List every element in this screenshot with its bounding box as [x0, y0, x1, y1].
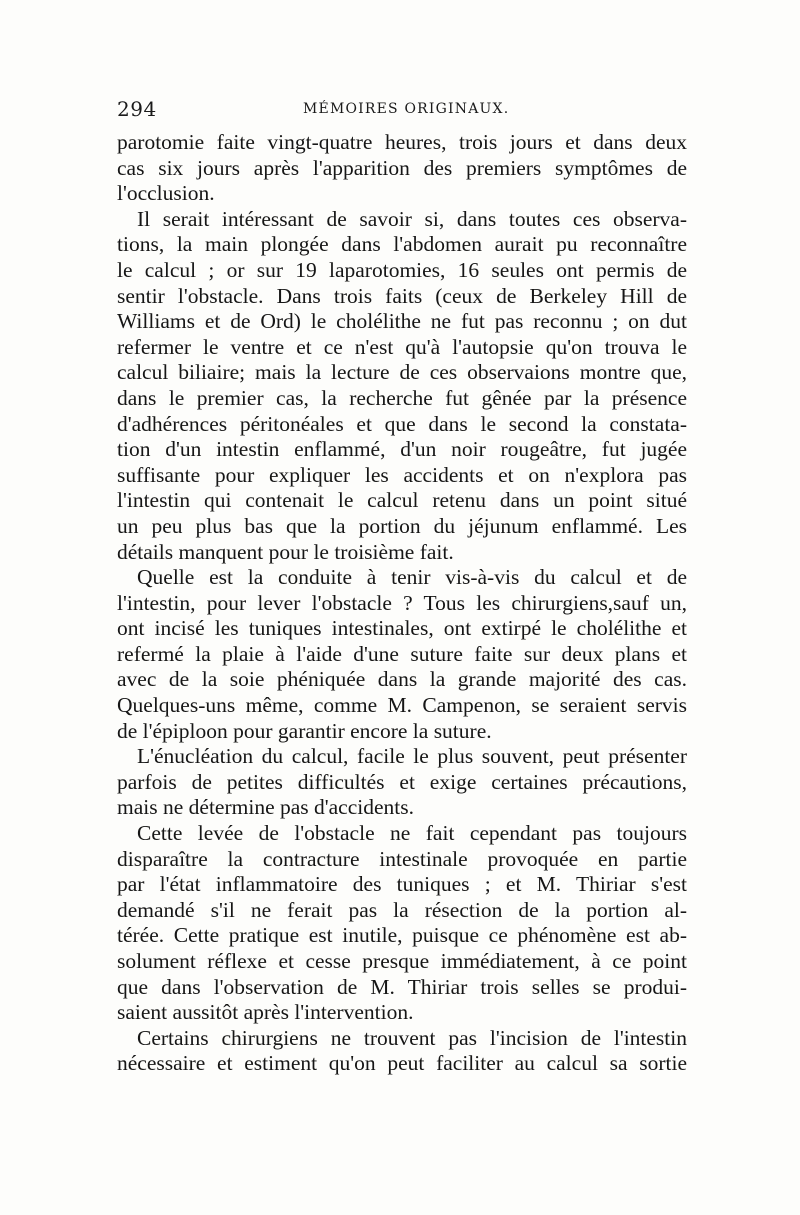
text-line: Williams et de Ord) le cholélithe ne fut pas reconnu ; on dut	[117, 309, 687, 334]
text-line: Quelle est la conduite à tenir vis-à-vis du calcul et de	[137, 565, 687, 590]
text-line: cas six jours après l'apparition des premiers symptômes de	[117, 155, 687, 180]
running-title: MÉMOIRES ORIGINAUX.	[303, 101, 510, 117]
text-line: demandé s'il ne ferait pas la résection de la portion al-	[117, 897, 687, 922]
text-line: par l'état inflammatoire des tuniques ; et M. Thiriar s'est	[117, 872, 687, 897]
page-header	[117, 97, 687, 125]
text-line: nécessaire et estiment qu'on peut faciliter au calcul sa sortie	[117, 1051, 687, 1076]
text-line: de l'épiploon pour garantir encore la suture.	[117, 718, 492, 743]
text-line: l'intestin qui contenait le calcul retenu dans un point situé	[117, 488, 687, 513]
text-line: suffisante pour expliquer les accidents et on n'explora pas	[117, 462, 687, 487]
body-text	[117, 130, 687, 1077]
text-line: que dans l'observation de M. Thiriar trois selles se produi-	[117, 974, 687, 999]
text-line: le calcul ; or sur 19 laparotomies, 16 seules ont permis de	[117, 257, 687, 282]
paragraph	[117, 565, 687, 744]
text-line: térée. Cette pratique est inutile, puisque ce phénomène est ab-	[117, 923, 687, 948]
text-line: mais ne détermine pas d'accidents.	[117, 795, 415, 820]
page-number: 294	[117, 97, 157, 121]
text-line: avec de la soie phéniquée dans la grande majorité des cas.	[117, 667, 687, 692]
paragraph	[117, 744, 687, 821]
text-line: calcul biliaire; mais la lecture de ces observaions montre que,	[117, 360, 687, 385]
text-line: sentir l'obstacle. Dans trois faits (ceux de Berkeley Hill de	[117, 283, 687, 308]
text-line: l'occlusion.	[117, 181, 215, 206]
text-line: parotomie faite vingt-quatre heures, trois jours et dans deux	[117, 130, 687, 154]
paragraph	[117, 821, 687, 1026]
text-line: ont incisé les tuniques intestinales, ont extirpé le cholélithe et	[117, 616, 687, 641]
text-line: refermer le ventre et ce n'est qu'à l'autopsie qu'on trouva le	[117, 334, 687, 359]
text-line: l'intestin, pour lever l'obstacle ? Tous les chirurgiens,sauf un,	[117, 590, 687, 615]
text-line: L'énucléation du calcul, facile le plus souvent, peut présenter	[137, 744, 687, 769]
paragraph	[117, 130, 687, 207]
text-line: d'adhérences péritonéales et que dans le second la constata-	[117, 411, 687, 436]
text-line: tion d'un intestin enflammé, d'un noir rougeâtre, fut jugée	[117, 437, 687, 462]
text-line: détails manquent pour le troisième fait.	[117, 539, 454, 564]
text-line: tions, la main plongée dans l'abdomen aurait pu reconnaître	[117, 232, 687, 257]
text-line: solument réflexe et cesse presque immédiatement, à ce point	[117, 949, 687, 973]
text-line: un peu plus bas que la portion du jéjunum enflammé. Les	[117, 513, 687, 538]
paragraph	[117, 1026, 687, 1077]
text-line: disparaître la contracture intestinale provoquée en partie	[117, 846, 687, 871]
text-line: refermé la plaie à l'aide d'une suture faite sur deux plans et	[117, 641, 687, 666]
text-line: Certains chirurgiens ne trouvent pas l'incision de l'intestin	[137, 1025, 687, 1050]
text-line: parfois de petites difficultés et exige certaines précautions,	[117, 769, 687, 794]
paragraph	[117, 207, 687, 565]
text-line: saient aussitôt après l'intervention.	[117, 1000, 414, 1025]
text-line: Il serait intéressant de savoir si, dans toutes ces observa-	[137, 206, 687, 231]
text-line: dans le premier cas, la recherche fut gênée par la présence	[117, 385, 687, 410]
text-line: Cette levée de l'obstacle ne fait cependant pas toujours	[137, 821, 687, 846]
text-line: Quelques-uns même, comme M. Campenon, se seraient servis	[117, 693, 687, 718]
